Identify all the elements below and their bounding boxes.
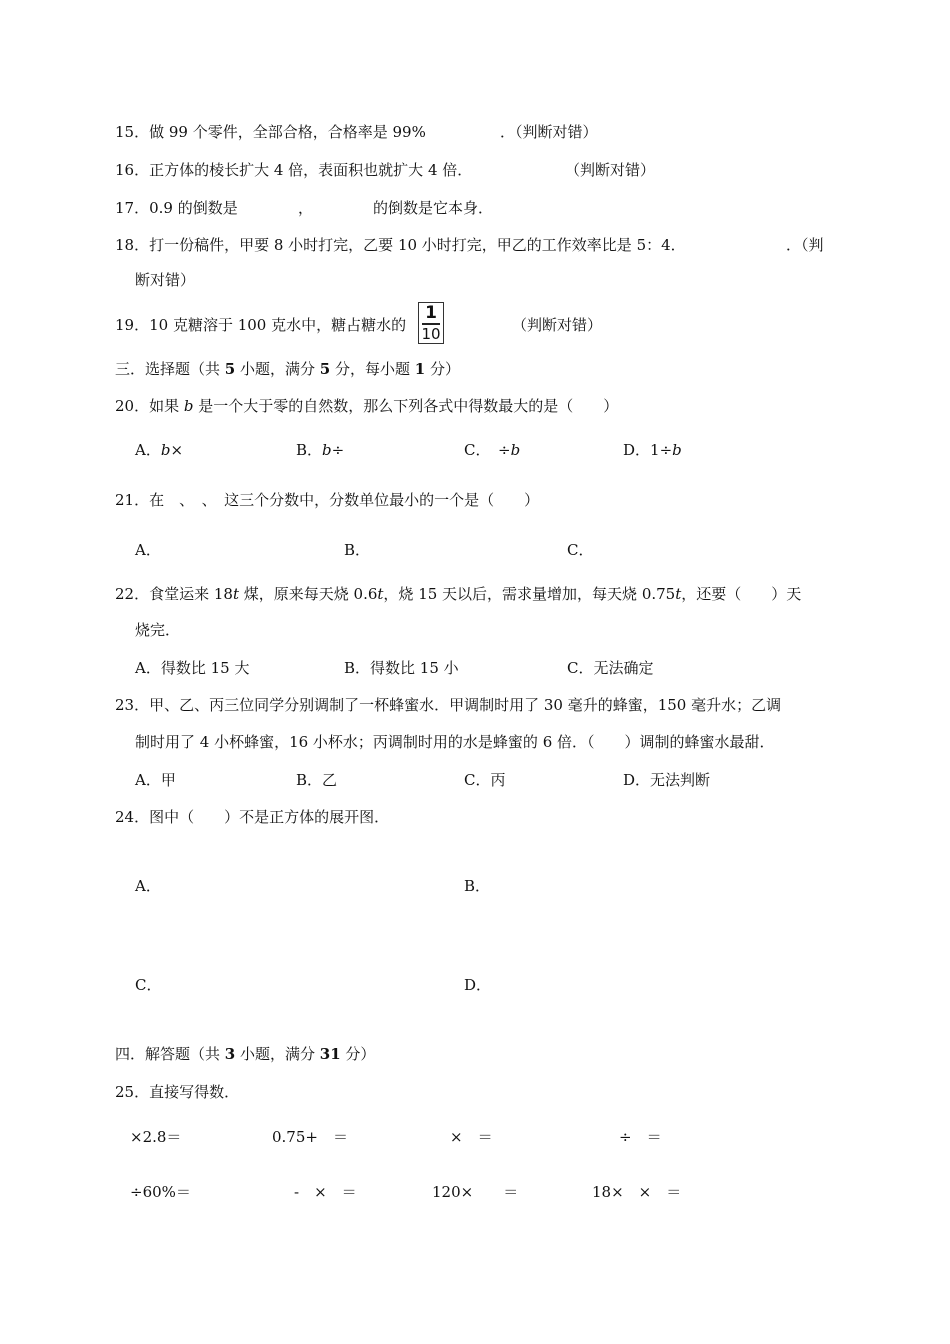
q25-r2-c4: 18× × ＝ bbox=[592, 1183, 682, 1201]
q23-option-b: B．乙 bbox=[296, 771, 338, 789]
q18-line2: 断对错） bbox=[135, 271, 196, 289]
section-4-heading bbox=[115, 1044, 375, 1064]
q15-text: 做 99 个零件，全部合格，合格率是 99% bbox=[149, 123, 426, 141]
section-3-text-a: 三．选择题（共 bbox=[115, 360, 225, 378]
q17-line bbox=[115, 198, 238, 218]
q19-number: 19． bbox=[115, 316, 150, 334]
q23-line2: 制时用了 4 小杯蜂蜜，16 小杯水；丙调制时用的水是蜂蜜的 6 倍．（ ）调制的蜂蜜水最甜． bbox=[135, 733, 775, 751]
q19-line bbox=[115, 315, 406, 335]
q22-number: 22． bbox=[115, 585, 150, 603]
q20-option-a-var: b bbox=[160, 441, 171, 459]
section-3-total: 5 bbox=[319, 360, 331, 378]
q23-line bbox=[115, 695, 781, 715]
q25-r1-c2: 0.75+ ＝ bbox=[272, 1128, 348, 1146]
q20-option-b-label: B． bbox=[296, 441, 323, 459]
q17-text-c: 的倒数是它本身． bbox=[373, 199, 494, 217]
fraction-image bbox=[418, 302, 444, 344]
q20-number: 20． bbox=[115, 397, 150, 415]
q20-option-c bbox=[464, 440, 520, 460]
q19-text: 10 克糖溶于 100 克水中，糖占糖水的 bbox=[149, 316, 407, 334]
q22-text-a: 食堂运来 18 bbox=[149, 585, 233, 603]
q20-option-b bbox=[296, 440, 344, 460]
q16-line bbox=[115, 160, 472, 180]
section-4-total: 31 bbox=[319, 1045, 341, 1063]
q25-number: 25． bbox=[115, 1083, 150, 1101]
q20-option-a-op: × bbox=[170, 441, 184, 459]
q22-option-a: A．得数比 15 大 bbox=[135, 659, 250, 677]
q18-line bbox=[115, 235, 686, 255]
q16-text: 正方体的棱长扩大 4 倍，表面积也就扩大 4 倍． bbox=[149, 161, 473, 179]
q20-text-a: 如果 bbox=[149, 397, 184, 415]
q21-text: 在 、 、 这三个分数中，分数单位最小的一个是（ ） bbox=[149, 491, 540, 509]
q25-r2-c1: ÷60%＝ bbox=[130, 1183, 191, 1201]
q18-tail: ．（判 bbox=[786, 236, 824, 254]
q15-tail: ．（判断对错） bbox=[500, 123, 598, 141]
q25-line bbox=[115, 1082, 239, 1102]
q20-option-d-var: b bbox=[672, 441, 682, 459]
q24-line bbox=[115, 807, 389, 827]
q23-number: 23． bbox=[115, 696, 150, 714]
q25-r2-c3: 120× ＝ bbox=[432, 1183, 519, 1201]
fraction-denominator: 10 bbox=[421, 325, 441, 343]
q23-option-c: C．丙 bbox=[464, 771, 506, 789]
q21-number: 21． bbox=[115, 491, 150, 509]
q17-number: 17． bbox=[115, 199, 150, 217]
q24-option-a: A． bbox=[135, 877, 161, 895]
q17-comma: ， bbox=[298, 199, 314, 217]
q21-line bbox=[115, 490, 539, 510]
q18-text: 打一份稿件，甲要 8 小时打完，乙要 10 小时打完，甲乙的工作效率比是 5：4． bbox=[149, 236, 686, 254]
q20-option-d-label: D． bbox=[623, 441, 651, 459]
q20-option-a bbox=[135, 440, 183, 460]
section-3-heading bbox=[115, 359, 460, 379]
q20-option-c-label: C． bbox=[464, 441, 483, 459]
q20-option-a-label: A． bbox=[135, 441, 161, 459]
q22-option-b: B．得数比 15 小 bbox=[344, 659, 459, 677]
q18-number: 18． bbox=[115, 236, 150, 254]
q20-line bbox=[115, 396, 618, 416]
q21-option-c: C． bbox=[567, 541, 594, 559]
q25-r1-c4: ÷ ＝ bbox=[619, 1128, 662, 1146]
section-3-text-d: 分） bbox=[425, 360, 460, 378]
q22-unit-2: t bbox=[377, 585, 384, 603]
q17-text-a: 0.9 的倒数是 bbox=[149, 199, 238, 217]
q25-r2-c2: - × ＝ bbox=[294, 1183, 357, 1201]
q20-option-b-var: b bbox=[322, 441, 332, 459]
q22-unit-3: t bbox=[675, 585, 682, 603]
q22-line bbox=[115, 584, 801, 604]
q22-option-c: C．无法确定 bbox=[567, 659, 654, 677]
q24-option-d: D． bbox=[464, 976, 492, 994]
q22-line2: 烧完． bbox=[135, 621, 181, 639]
q24-option-b: B． bbox=[464, 877, 491, 895]
section-3-text-b: 小题，满分 bbox=[235, 360, 320, 378]
q22-unit-1: t bbox=[232, 585, 239, 603]
q20-text-b: 是一个大于零的自然数，那么下列各式中得数最大的是（ ） bbox=[193, 397, 619, 415]
q22-text-c: ，烧 15 天以后，需求量增加，每天烧 0.75 bbox=[383, 585, 676, 603]
q19-tail: （判断对错） bbox=[512, 316, 603, 334]
q20-option-c-var: b bbox=[510, 441, 521, 459]
q23-option-a: A．甲 bbox=[135, 771, 176, 789]
q22-text-b: 煤，原来每天烧 0.6 bbox=[238, 585, 378, 603]
q25-r1-c1: ×2.8＝ bbox=[130, 1128, 182, 1146]
q20-option-d bbox=[623, 440, 682, 460]
q21-option-a: A． bbox=[135, 541, 161, 559]
q16-tail: （判断对错） bbox=[565, 161, 656, 179]
section-3-per: 1 bbox=[414, 360, 426, 378]
section-3-count: 5 bbox=[224, 360, 236, 378]
q21-option-b: B． bbox=[344, 541, 371, 559]
q15-number: 15． bbox=[115, 123, 150, 141]
section-4-text-a: 四．解答题（共 bbox=[115, 1045, 225, 1063]
fraction-numerator: 1 bbox=[425, 303, 437, 323]
section-4-text-b: 小题，满分 bbox=[235, 1045, 320, 1063]
section-4-text-c: 分） bbox=[340, 1045, 376, 1063]
q20-option-d-op: 1÷ bbox=[650, 441, 673, 459]
q24-number: 24． bbox=[115, 808, 150, 826]
q20-variable: b bbox=[183, 397, 194, 415]
q20-option-b-op: ÷ bbox=[331, 441, 345, 459]
q25-text: 直接写得数． bbox=[149, 1083, 240, 1101]
q20-option-c-op: ÷ bbox=[482, 441, 511, 459]
q23-text: 甲、乙、丙三位同学分别调制了一杯蜂蜜水．甲调制时用了 30 毫升的蜂蜜，150 毫升水；乙调 bbox=[149, 696, 782, 714]
q25-r1-c3: × ＝ bbox=[450, 1128, 493, 1146]
q24-text: 图中（ ）不是正方体的展开图． bbox=[149, 808, 390, 826]
section-3-text-c: 分，每小题 bbox=[330, 360, 415, 378]
section-4-count: 3 bbox=[224, 1045, 236, 1063]
q24-option-c: C． bbox=[135, 976, 162, 994]
q23-option-d: D．无法判断 bbox=[623, 771, 711, 789]
q16-number: 16． bbox=[115, 161, 150, 179]
q22-text-d: ，还要（ ）天 bbox=[681, 585, 802, 603]
q15-line bbox=[115, 122, 426, 142]
